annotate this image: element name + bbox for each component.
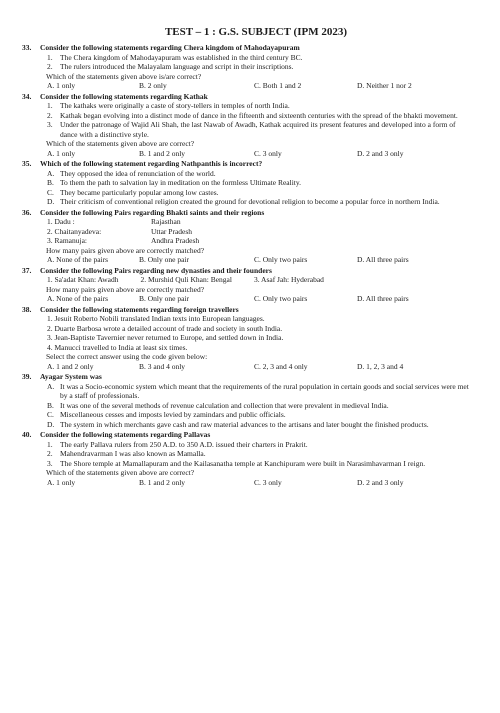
statement-item: [40, 382, 472, 401]
statement-text: The Chera kingdom of Mahodayapuram was established in the third century BC.: [60, 52, 303, 62]
question-text: Which of the following statement regarding Nathpanthis is incorrect?: [40, 159, 263, 168]
question-text: Consider the following statements regarding foreign travellers: [40, 304, 239, 314]
pair-left: 2. Chaitanyadeva:: [47, 226, 102, 236]
answer-option: C. Both 1 and 2: [254, 81, 302, 90]
pair-row: [40, 236, 472, 246]
question-prompt: Which of the statements given above is/are correct?: [46, 71, 202, 81]
statement-text: Miscellaneous cesses and imposts levied by zamindars and public officials.: [60, 410, 286, 419]
statement-text: Their criticism of conventional religion created the ground for devotional religion to become a popular force in northern India.: [60, 197, 440, 206]
statement-label: 2.: [47, 110, 53, 120]
pair-left: 1. Dadu :: [47, 217, 75, 226]
answer-option: B. 1 and 2 only: [139, 477, 186, 487]
pair-right: Rajasthan: [151, 217, 181, 226]
statement-text: They opposed the idea of renunciation of the world.: [60, 168, 216, 178]
question-stem: [22, 265, 472, 276]
question-number: 37.: [22, 265, 32, 275]
statement-text: To them the path to salvation lay in meditation on the formless Ultimate Reality.: [60, 178, 302, 187]
answer-option: B. Only one pair: [139, 294, 189, 303]
pair-inline-row: [40, 275, 472, 285]
question-stem: [22, 372, 472, 382]
answer-options: [40, 81, 472, 91]
statement-text: Kathak began evolving into a distinct mode of dance in the fifteenth and sixteenth centuries with the spread of the bhakti movement.: [60, 110, 458, 120]
statement-text: Mahendravarman I was also known as Mamalla.: [60, 449, 206, 458]
answer-option: B. Only one pair: [139, 255, 189, 264]
answer-option: C. Only two pairs: [254, 294, 308, 303]
statement-item: [40, 333, 472, 343]
statement-text: 3. Jean-Baptiste Tavernier never returned to Europe, and settled down in India.: [47, 333, 284, 342]
answer-option: D. 1, 2, 3 and 4: [357, 361, 404, 371]
statement-text: 4. Manucci travelled to India at least six times.: [47, 342, 188, 352]
question-number: 34.: [22, 91, 32, 101]
statement-text: The Shore temple at Mamallapuram and the Kailasanatha temple at Kanchipuram were built in Narasimhavarman I reign.: [60, 458, 426, 468]
answer-option: C. Only two pairs: [254, 255, 308, 264]
pair-right: Uttar Pradesh: [151, 226, 193, 236]
pair-right: Andhra Pradesh: [151, 236, 200, 245]
statement-item: [40, 401, 472, 411]
statement-item: [40, 440, 472, 450]
question-prompt: Which of the statements given above are correct?: [46, 468, 195, 477]
statement-label: C.: [47, 187, 54, 197]
pair-inline-item: 1. Sa'adat Khan: Awadh: [47, 275, 119, 284]
question-prompt: Select the correct answer using the code given below:: [46, 352, 208, 361]
statement-item: [40, 324, 472, 334]
question-stem: [22, 207, 472, 218]
question-number: 40.: [22, 430, 32, 439]
statement-item: [40, 459, 472, 469]
statement-item: [40, 178, 472, 188]
answer-options: [40, 255, 472, 265]
statement-label: B.: [47, 400, 54, 410]
pair-row: [40, 217, 472, 227]
question-text: Consider the following Pairs regarding new dynasties and their founders: [40, 265, 272, 275]
statement-item: [40, 120, 472, 139]
statement-text: The early Pallava rulers from 250 A.D. to 350 A.D. issued their charters in Prakrit.: [60, 439, 308, 449]
answer-option: A. None of the pairs: [47, 294, 109, 303]
answer-option: A. 1 only: [47, 148, 76, 158]
answer-option: D. All three pairs: [357, 255, 409, 264]
question-text: Consider the following statements regarding Kathak: [40, 91, 208, 101]
question-number: 39.: [22, 372, 32, 381]
answer-option: A. 1 only: [47, 81, 76, 90]
question-block: [22, 265, 472, 304]
question-text: Ayagar System was: [40, 372, 102, 381]
statement-item: [40, 62, 472, 72]
statement-label: 3.: [47, 458, 53, 468]
question-text: Consider the following statements regarding Pallavas: [40, 430, 211, 439]
question-block: [22, 159, 472, 207]
pair-left: 3. Ramanuja:: [47, 236, 87, 245]
question-block: [22, 91, 472, 159]
statement-label: D.: [47, 197, 55, 206]
pair-inline-item: 2. Murshid Quli Khan: Bengal: [140, 275, 232, 284]
statement-item: [40, 197, 472, 207]
answer-option: A. 1 and 2 only: [47, 361, 94, 371]
statement-label: A.: [47, 381, 55, 391]
statement-item: [40, 111, 472, 121]
statement-text: The rulers introduced the Malayalam language and script in their inscriptions.: [60, 62, 294, 71]
statement-item: [40, 420, 472, 430]
answer-options: [40, 149, 472, 159]
statement-item: [40, 314, 472, 324]
answer-option: A. 1 only: [47, 477, 76, 487]
answer-option: D. 2 and 3 only: [357, 477, 404, 487]
answer-option: C. 3 only: [254, 148, 282, 158]
statement-item: [40, 101, 472, 111]
statement-text: 2. Duarte Barbosa wrote a detailed account of trade and society in south India.: [47, 323, 283, 333]
statement-item: [40, 449, 472, 459]
answer-option: D. Neither 1 nor 2: [357, 81, 412, 90]
page-title: TEST – 1 : G.S. SUBJECT (IPM 2023): [164, 26, 348, 38]
answer-option: B. 2 only: [139, 81, 167, 90]
statement-label: 1.: [47, 439, 53, 449]
statement-label: 2.: [47, 449, 53, 458]
answer-option: B. 1 and 2 only: [139, 148, 186, 158]
statement-label: C.: [47, 410, 54, 419]
answer-option: C. 2, 3 and 4 only: [254, 361, 308, 371]
question-stem: [22, 159, 472, 169]
statement-text: The kathaks were originally a caste of story-tellers in temples of north India.: [60, 101, 290, 110]
question-block: [22, 372, 472, 429]
question-block: [22, 207, 472, 265]
statement-label: 2.: [47, 62, 53, 71]
answer-options: [40, 362, 472, 372]
statement-text: It was one of the several methods of revenue calculation and collection that were prevalent in medieval India.: [60, 400, 389, 410]
question-text: Consider the following statements regarding Chera kingdom of Mahodayapuram: [40, 43, 300, 52]
question-stem: [22, 43, 472, 53]
statement-text: Under the patronage of Wajid Ali Shah, the last Nawab of Awadh, Kathak acquired its present features and developed into a form of dance with a distinctive style.: [60, 120, 456, 139]
question-prompt: How many pairs given above are correctly matched?: [46, 245, 205, 255]
question-number: 35.: [22, 159, 32, 168]
question-block: [22, 304, 472, 372]
question-stem: [22, 430, 472, 440]
statement-text: 1. Jesuit Roberto Nobili translated Indian texts into European languages.: [47, 314, 265, 323]
statement-text: The system in which merchants gave cash and raw material advances to the artisans and later bought the finished products.: [60, 419, 429, 429]
question-stem: [22, 91, 472, 102]
question-prompt: Which of the statements given above are correct?: [46, 139, 195, 148]
statement-text: They became particularly popular among low castes.: [60, 187, 219, 197]
pair-row: [40, 227, 472, 237]
statement-text: It was a Socio-economic system which meant that the requirements of the rural population in certain goods and social services were met by a staff of professionals.: [60, 381, 469, 400]
statement-label: A.: [47, 168, 55, 178]
answer-options: [40, 294, 472, 304]
question-number: 33.: [22, 43, 32, 52]
question-number: 38.: [22, 304, 32, 314]
statement-item: [40, 53, 472, 63]
statement-label: B.: [47, 178, 54, 187]
statement-label: 3.: [47, 120, 53, 129]
question-block: [22, 43, 472, 91]
answer-option: D. 2 and 3 only: [357, 148, 404, 158]
question-number: 36.: [22, 207, 32, 217]
question-list: [22, 43, 472, 487]
answer-option: A. None of the pairs: [47, 255, 109, 264]
question-block: [22, 430, 472, 487]
statement-item: [40, 188, 472, 198]
question-prompt: How many pairs given above are correctly matched?: [46, 284, 205, 294]
answer-option: B. 3 and 4 only: [139, 361, 186, 371]
pair-inline-item: 3. Asaf Jah: Hyderabad: [253, 275, 324, 284]
statement-label: 1.: [47, 101, 53, 110]
statement-item: [40, 410, 472, 420]
answer-option: C. 3 only: [254, 477, 282, 487]
statement-item: [40, 169, 472, 179]
answer-option: D. All three pairs: [357, 294, 409, 303]
answer-options: [40, 478, 472, 488]
question-stem: [22, 304, 472, 315]
statement-item: [40, 343, 472, 353]
statement-label: D.: [47, 419, 55, 429]
question-text: Consider the following Pairs regarding Bhakti saints and their regions: [40, 207, 265, 217]
statement-label: 1.: [47, 52, 53, 62]
